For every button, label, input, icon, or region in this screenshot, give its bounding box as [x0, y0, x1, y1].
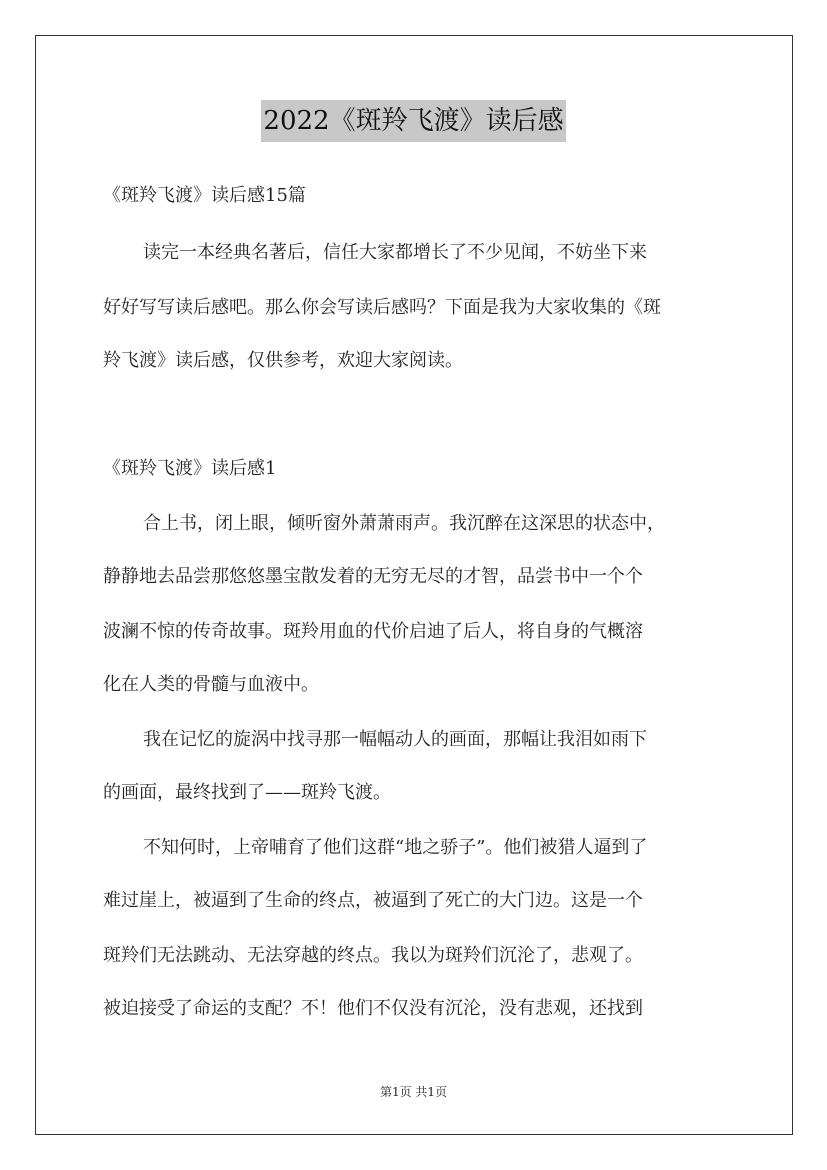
body-line: 被迫接受了命运的支配？不！他们不仅没有沉沦，没有悲观，还找到 [103, 998, 643, 1019]
body-line: 静静地去品尝那悠悠墨宝散发着的无穷无尽的才智，品尝书中一个个 [103, 566, 643, 587]
body-line: 难过崖上，被逼到了生命的终点，被逼到了死亡的大门边。这是一个 [103, 890, 643, 911]
body-line: 不知何时，上帝哺育了他们这群“地之骄子”。他们被猎人逼到了 [143, 837, 648, 858]
document-subtitle: 《斑羚飞渡》读后感15篇 [103, 185, 306, 206]
title-container [0, 100, 827, 142]
intro-line: 读完一本经典名著后，信任大家都增长了不少见闻，不妨坐下来 [143, 242, 647, 263]
body-line: 斑羚们无法跳动、无法穿越的终点。我以为斑羚们沉沦了，悲观了。 [103, 945, 643, 966]
body-line: 我在记忆的旋涡中找寻那一幅幅动人的画面，那幅让我泪如雨下 [143, 729, 647, 750]
body-line: 合上书，闭上眼，倾听窗外萧萧雨声。我沉醉在这深思的状态中， [143, 513, 665, 534]
body-line: 波澜不惊的传奇故事。斑羚用血的代价启迪了后人，将自身的气概溶 [103, 621, 643, 642]
document-title: 2022《斑羚飞渡》读后感 [261, 100, 565, 142]
page-footer: 第1页 共1页 [379, 1085, 448, 1099]
body-line: 化在人类的骨髓与血液中。 [103, 674, 319, 695]
intro-line: 羚飞渡》读后感，仅供参考，欢迎大家阅读。 [103, 350, 463, 371]
intro-line: 好好写写读后感吧。那么你会写读后感吗？下面是我为大家收集的《斑 [103, 297, 661, 318]
section-heading: 《斑羚飞渡》读后感1 [103, 458, 277, 479]
body-line: 的画面，最终找到了——斑羚飞渡。 [103, 782, 391, 803]
